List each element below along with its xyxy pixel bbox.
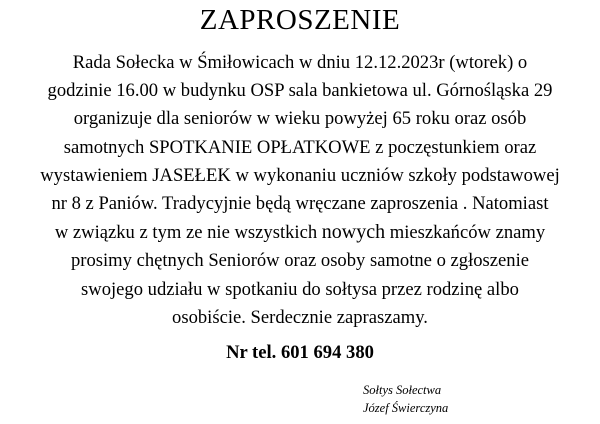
invitation-body (0, 49, 600, 332)
body-line: organizuje dla seniorów w wieku powyżej 65 roku oraz osób (73, 108, 527, 130)
emphasized-word: nowych (321, 221, 386, 244)
body-line: osobiście. Serdecznie zapraszamy. (172, 306, 428, 328)
document-title: ZAPROSZENIE (199, 4, 401, 36)
body-line: swojego udziału w spotkaniu do sołtysa przez rodzinę albo (81, 278, 519, 300)
signature-block (363, 381, 448, 417)
phone-number: Nr tel. 601 694 380 (226, 342, 374, 363)
body-line: Rada Sołecka w Śmiłowicach w dniu 12.12.2023r (wtorek) o (72, 52, 528, 73)
body-line: prosimy chętnych Seniorów oraz osoby samotne o zgłoszenie (70, 250, 530, 272)
body-line-segment: w związku z tym ze nie wszystkich (54, 222, 318, 244)
body-line: samotnych SPOTKANIE OPŁATKOWE z poczęstunkiem oraz (63, 136, 537, 158)
signature-name: Józef Świerczyna (363, 401, 449, 415)
signature-role: Sołtys Sołectwa (363, 383, 442, 397)
body-line-segment: mieszkańców znamy (389, 222, 546, 244)
body-line: godzinie 16.00 w budynku OSP sala bankietowa ul. Górnośląska 29 (47, 80, 553, 102)
body-line: nr 8 z Paniów. Tradycyjnie będą wręczane zaproszenia . Natomiast (51, 193, 549, 215)
body-line: wystawieniem JASEŁEK w wykonaniu uczniów szkoły podstawowej (40, 164, 560, 186)
body-line-mixed (0, 218, 600, 247)
